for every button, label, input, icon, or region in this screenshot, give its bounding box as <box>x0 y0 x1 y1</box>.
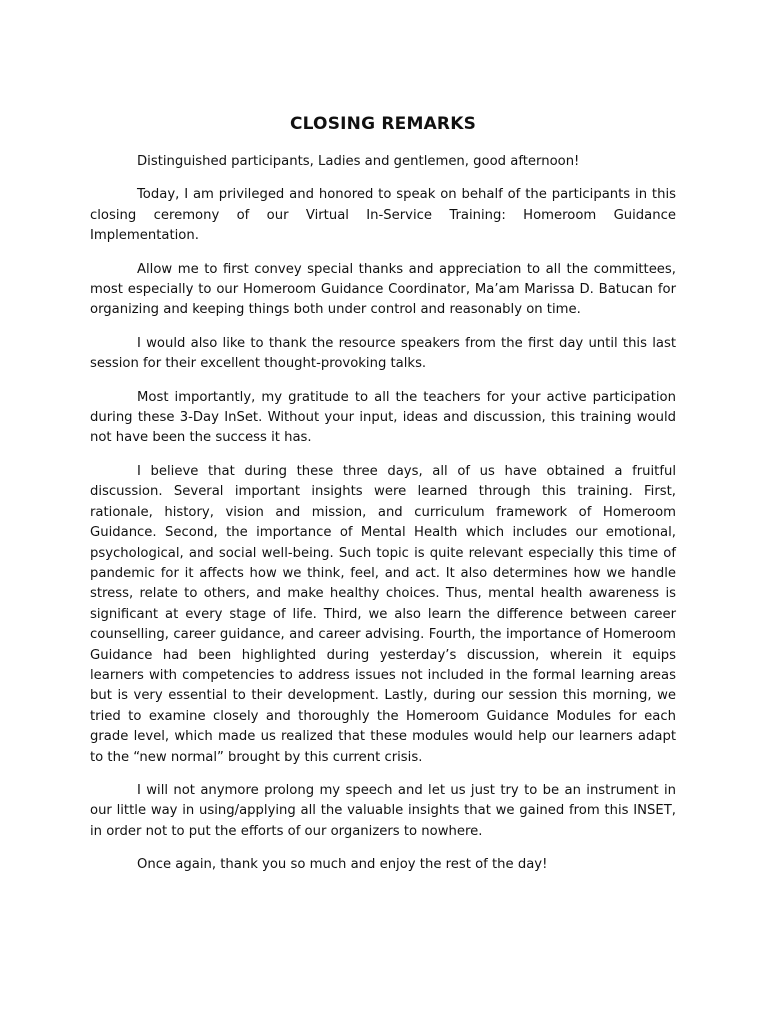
paragraph-privilege: Today, I am privileged and honored to speak on behalf of the participants in this closing ceremony of our Virtual In-Service Training: Homeroom Guidance Implementation. <box>90 187 676 244</box>
paragraph-thanks-speakers: I would also like to thank the resource speakers from the first day until this last session for their excellent thought-provoking talks. <box>90 335 676 372</box>
paragraph-greeting: Distinguished participants, Ladies and gentlemen, good afternoon! <box>137 154 580 169</box>
document-page <box>90 112 676 889</box>
paragraph-thanks-teachers: Most importantly, my gratitude to all the teachers for your active participation during these 3-Day InSet. Without your input, ideas and discussion, this training would not have been the success it has. <box>90 389 676 446</box>
paragraph-final-thanks: Once again, thank you so much and enjoy the rest of the day! <box>137 857 548 873</box>
document-title: CLOSING REMARKS <box>289 114 477 134</box>
paragraph-thanks-committees: Allow me to first convey special thanks and appreciation to all the committees, most especially to our Homeroom Guidance Coordinator, Ma’am Marissa D. Batucan for organizing and keeping things both under control and reasonably on time. <box>90 261 676 318</box>
paragraph-insights: I believe that during these three days, all of us have obtained a fruitful discussion. Several important insights were learned through this training. First, rationale, history, vision and mission, and curriculum framework of Homeroom Guidance. Second, the importance of Mental Health which includes our emotional, psychological, and social well-being. Such topic is quite relevant especially this time of pandemic for it affects how we think, feel, and act. It also determines how we handle stress, relate to others, and make healthy choices. Thus, mental health awareness is significant at every stage of life. Third, we also learn the difference between career counselling, career guidance, and career advising. Fourth, the importance of Homeroom Guidance had been highlighted during yesterday’s discussion, wherein it equips learners with competencies to address issues not included in the formal learning areas but is very essential to their development. Lastly, during our session this morning, we tried to examine closely and thoroughly the Homeroom Guidance Modules for each grade level, which made us realized that these modules would help our learners adapt to the “new normal” brought by this current crisis. <box>90 463 676 765</box>
paragraph-conclusion: I will not anymore prolong my speech and let us just try to be an instrument in our little way in using/applying all the valuable insights that we gained from this INSET, in order not to put the efforts of our organizers to nowhere. <box>90 782 676 839</box>
